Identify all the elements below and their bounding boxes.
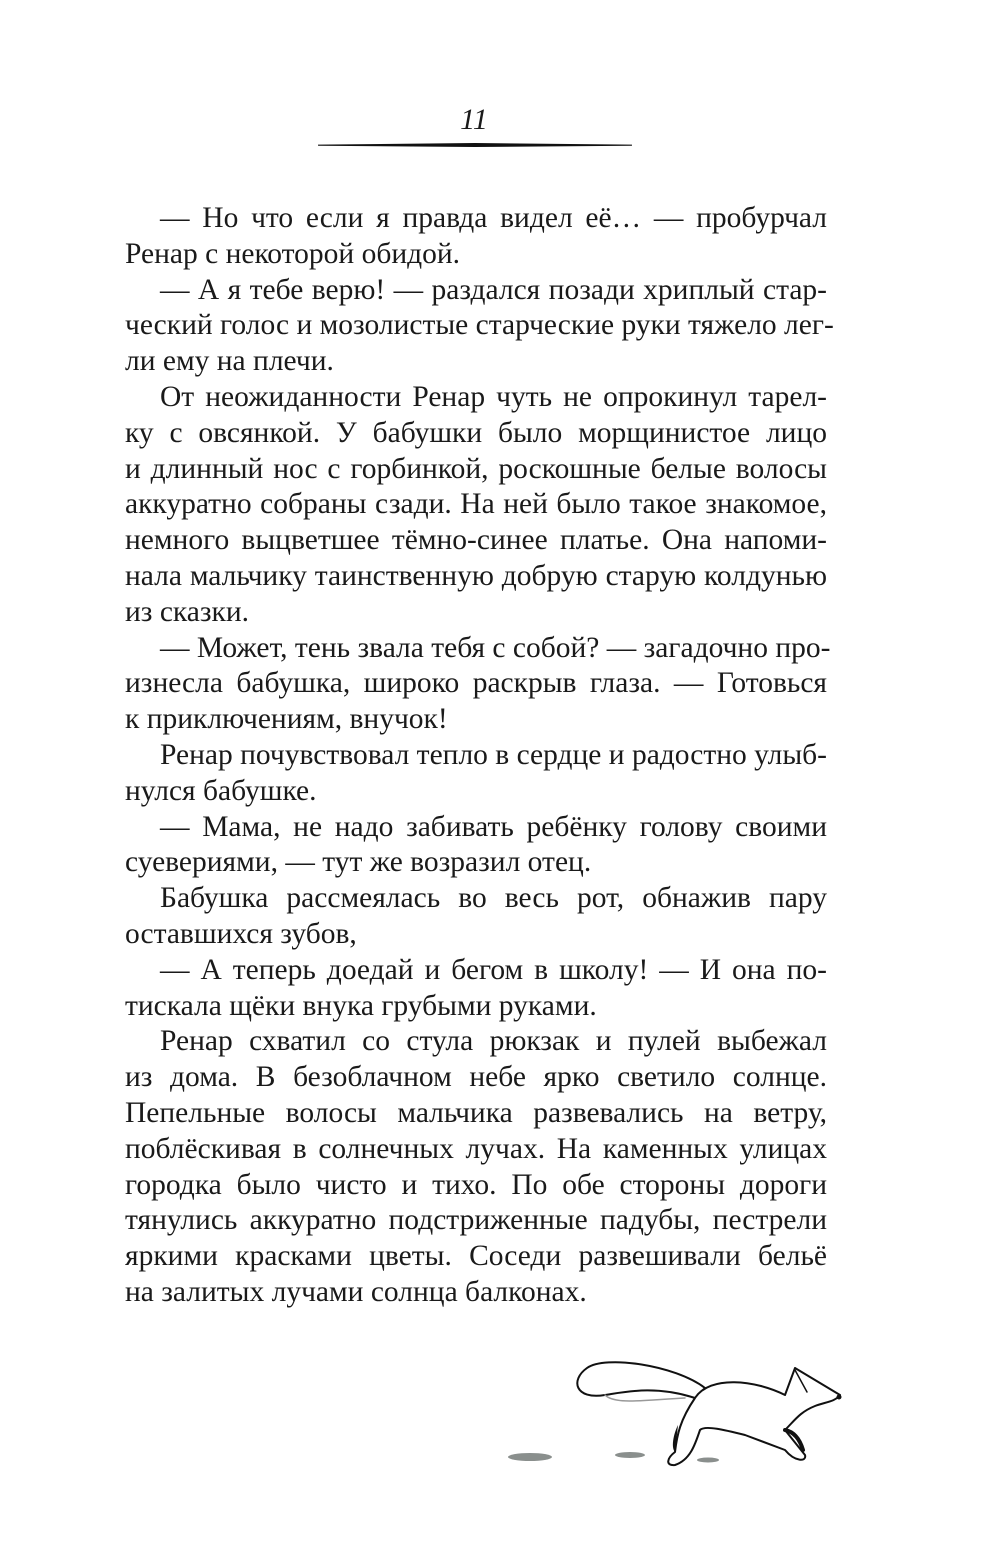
text-line: из сказки. <box>125 595 250 628</box>
text-line: немного выцветшее тёмно-синее платье. Она напоми- <box>125 524 827 557</box>
text-line: — Мама, не надо забивать ребёнку голову своими <box>160 810 827 843</box>
running-fox-illustration <box>495 1340 855 1490</box>
text-line: к приключениям, внучок! <box>125 703 448 736</box>
header-rule <box>318 143 632 147</box>
text-line: нулся бабушке. <box>125 774 317 807</box>
text-line: Ренар схватил со стула рюкзак и пулей выбежал <box>160 1025 827 1058</box>
page-number: 11 <box>460 103 488 136</box>
text-line: суевериями, — тут же возразил отец. <box>125 846 592 879</box>
text-line: ку с овсянкой. У бабушки было морщинистое лицо <box>125 416 827 449</box>
text-line: яркими красками цветы. Соседи развешивали бельё <box>125 1240 827 1273</box>
text-line: на залитых лучами солнца балконах. <box>125 1275 587 1308</box>
body-text <box>125 201 834 1311</box>
text-line: Пепельные волосы мальчика развевались на ветру, <box>125 1096 827 1129</box>
text-line: ческий голос и мозолистые старческие руки тяжело лег- <box>125 309 834 342</box>
text-line: изнесла бабушка, широко раскрыв глаза. — Готовься <box>125 667 827 700</box>
shadow <box>508 1453 552 1461</box>
text-line: — А я тебе верю! — раздался позади хриплый стар- <box>160 273 827 306</box>
text-line: из дома. В безоблачном небе ярко светило солнце. <box>125 1061 827 1094</box>
text-line: Ренар с некоторой обидой. <box>125 237 461 270</box>
text-line: ли ему на плечи. <box>125 345 334 378</box>
text-line: и длинный нос с горбинкой, роскошные белые волосы <box>125 452 827 485</box>
text-line: Ренар почувствовал тепло в сердце и радостно улыб- <box>160 738 828 771</box>
text-line: Бабушка рассмеялась во весь рот, обнажив пару <box>160 882 827 915</box>
text-line: городка было чисто и тихо. По обе стороны дороги <box>125 1168 827 1201</box>
text-line: аккуратно собраны сзади. На ней было такое знакомое, <box>125 488 827 521</box>
text-line: оставшихся зубов, <box>125 917 357 950</box>
text-line: — Может, тень звала тебя с собой? — загадочно про- <box>160 631 831 664</box>
shadow <box>697 1458 719 1463</box>
text-line: От неожиданности Ренар чуть не опрокинул тарел- <box>160 380 827 413</box>
shadow <box>615 1452 645 1458</box>
text-line: нала мальчику таинственную добрую старую колдунью <box>125 559 827 592</box>
text-line: — А теперь доедай и бегом в школу! — И она по- <box>160 953 827 986</box>
text-line: — Но что если я правда видел её… — пробурчал <box>160 202 827 234</box>
text-line: тянулись аккуратно подстриженные падубы, пестрели <box>125 1204 827 1237</box>
text-line: тискала щёки внука грубыми руками. <box>125 989 597 1022</box>
text-line: поблёскивая в солнечных лучах. На каменных улицах <box>125 1132 827 1165</box>
